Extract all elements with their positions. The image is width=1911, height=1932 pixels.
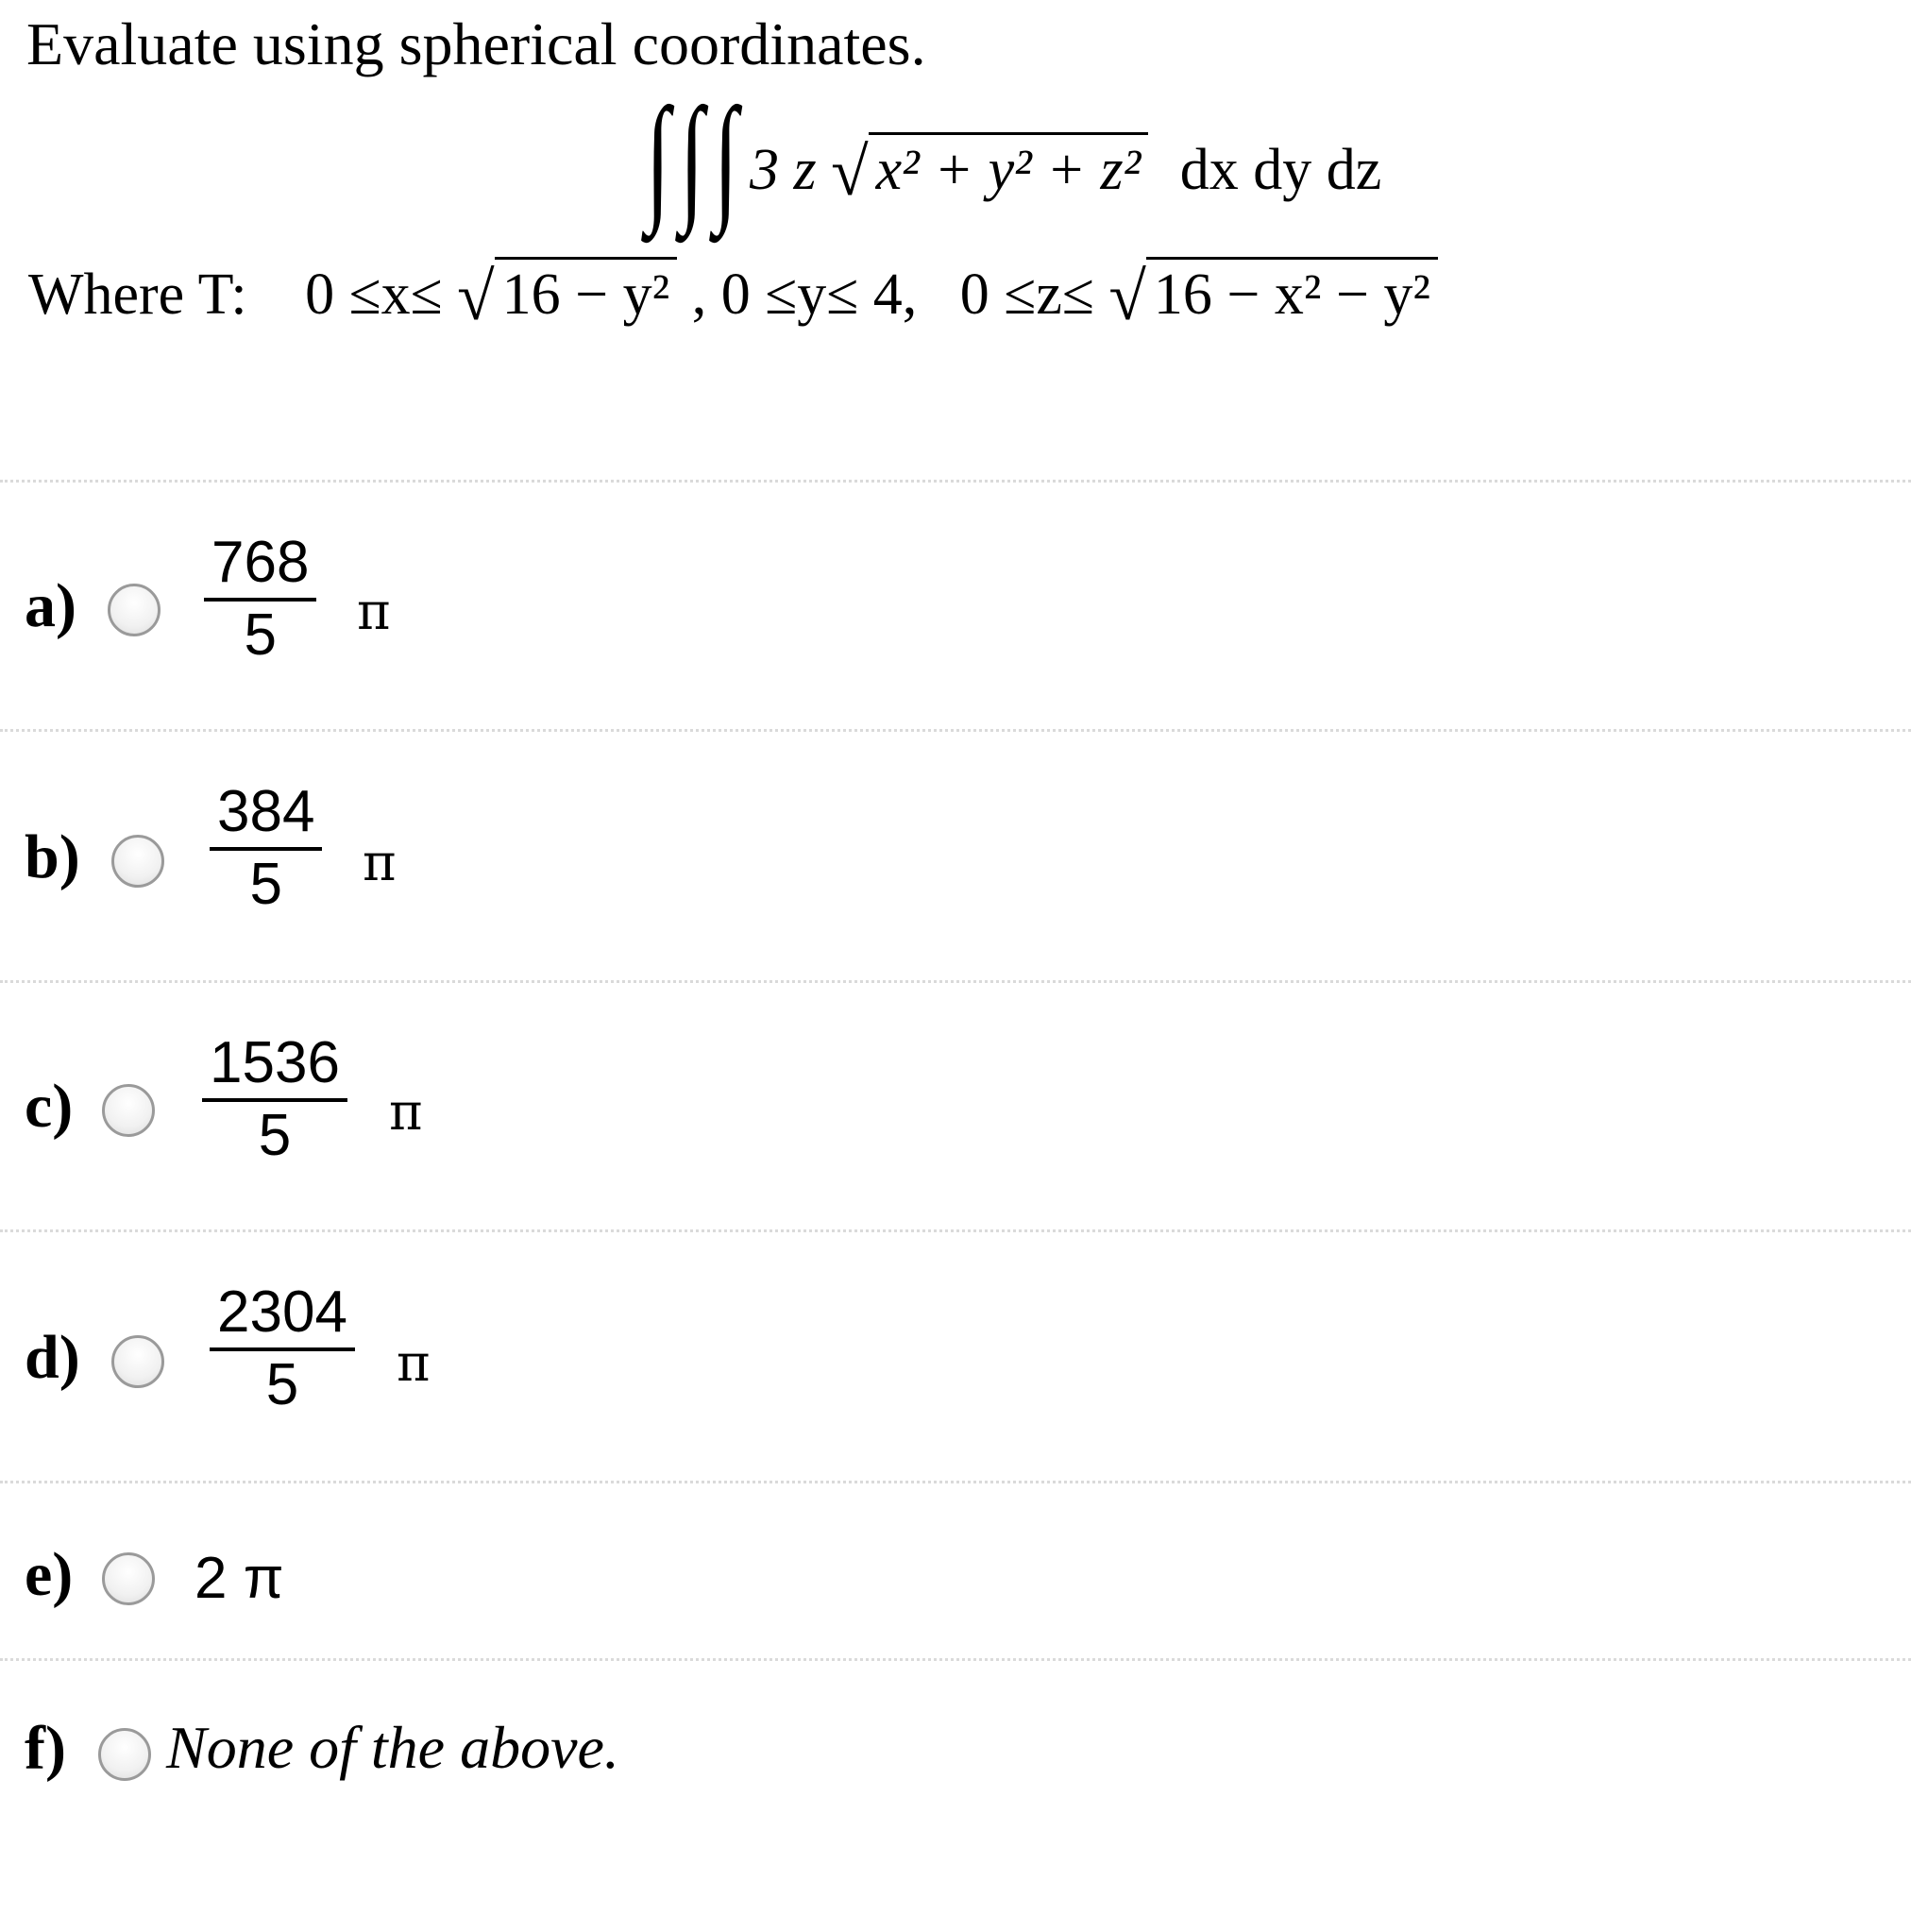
- option-letter: d): [25, 1323, 80, 1392]
- pi-symbol: π: [397, 1333, 431, 1393]
- region-definition: [28, 257, 1438, 336]
- radio-button[interactable]: [111, 835, 164, 888]
- numerator: 1536: [210, 1030, 340, 1095]
- divider: [0, 1658, 1911, 1661]
- divider: [0, 480, 1911, 483]
- answer-option-e[interactable]: [0, 1530, 567, 1634]
- region-x-radicand: 16 − y²: [495, 257, 678, 329]
- option-letter: a): [25, 571, 76, 640]
- answer-option-d[interactable]: [0, 1279, 567, 1449]
- answer-option-b[interactable]: [0, 778, 567, 948]
- fraction: [210, 1279, 355, 1418]
- integrand-radicand: x² + y² + z²: [869, 132, 1149, 204]
- radio-button[interactable]: [102, 1552, 155, 1605]
- radio-button[interactable]: [102, 1084, 155, 1137]
- denominator: 5: [265, 1352, 299, 1417]
- pi-symbol: π: [363, 833, 397, 892]
- numerator: 768: [211, 530, 310, 595]
- option-letter: b): [25, 822, 80, 891]
- region-y-bound: , 0 ≤y≤ 4,: [691, 263, 918, 327]
- region-z-radicand: 16 − x² − y²: [1146, 257, 1438, 329]
- pi-symbol: π: [389, 1082, 423, 1142]
- integrand-coefficient: 3 z: [750, 138, 817, 202]
- denominator: 5: [249, 852, 282, 917]
- answer-option-a[interactable]: [0, 529, 567, 699]
- pi-symbol: π: [357, 582, 391, 641]
- divider: [0, 729, 1911, 732]
- fraction: [210, 778, 322, 918]
- option-letter: e): [25, 1540, 74, 1609]
- differentials: dx dy dz: [1179, 138, 1382, 202]
- divider: [0, 1229, 1911, 1232]
- integral-sign: ∫: [646, 79, 670, 236]
- radio-button[interactable]: [98, 1728, 151, 1781]
- fraction: [202, 1029, 347, 1169]
- integral-sign: ∫: [714, 79, 738, 236]
- numerator: 2304: [217, 1280, 347, 1345]
- integral-sign: ∫: [680, 79, 704, 236]
- region-z-bound: 0 ≤z≤: [959, 263, 1094, 327]
- numerator: 384: [217, 779, 315, 844]
- denominator: 5: [244, 602, 277, 668]
- question-prompt: Evaluate using spherical coordinates.: [26, 10, 926, 77]
- option-letter: f): [25, 1714, 66, 1783]
- denominator: 5: [258, 1103, 292, 1168]
- answer-option-c[interactable]: [0, 1029, 567, 1199]
- radio-button[interactable]: [111, 1335, 164, 1388]
- option-letter: c): [25, 1072, 74, 1141]
- answer-option-f[interactable]: [0, 1700, 850, 1804]
- divider: [0, 980, 1911, 983]
- radical-sign: √: [831, 134, 869, 210]
- region-label: Where T:: [28, 263, 247, 327]
- fraction: [204, 529, 316, 669]
- option-text: 2 π: [194, 1546, 284, 1611]
- radical-sign: √: [1108, 259, 1146, 334]
- radical-sign: √: [457, 259, 495, 334]
- region-x-bound: 0 ≤x≤: [305, 263, 443, 327]
- radio-button[interactable]: [108, 584, 161, 636]
- divider: [0, 1481, 1911, 1483]
- option-text: None of the above.: [166, 1714, 619, 1781]
